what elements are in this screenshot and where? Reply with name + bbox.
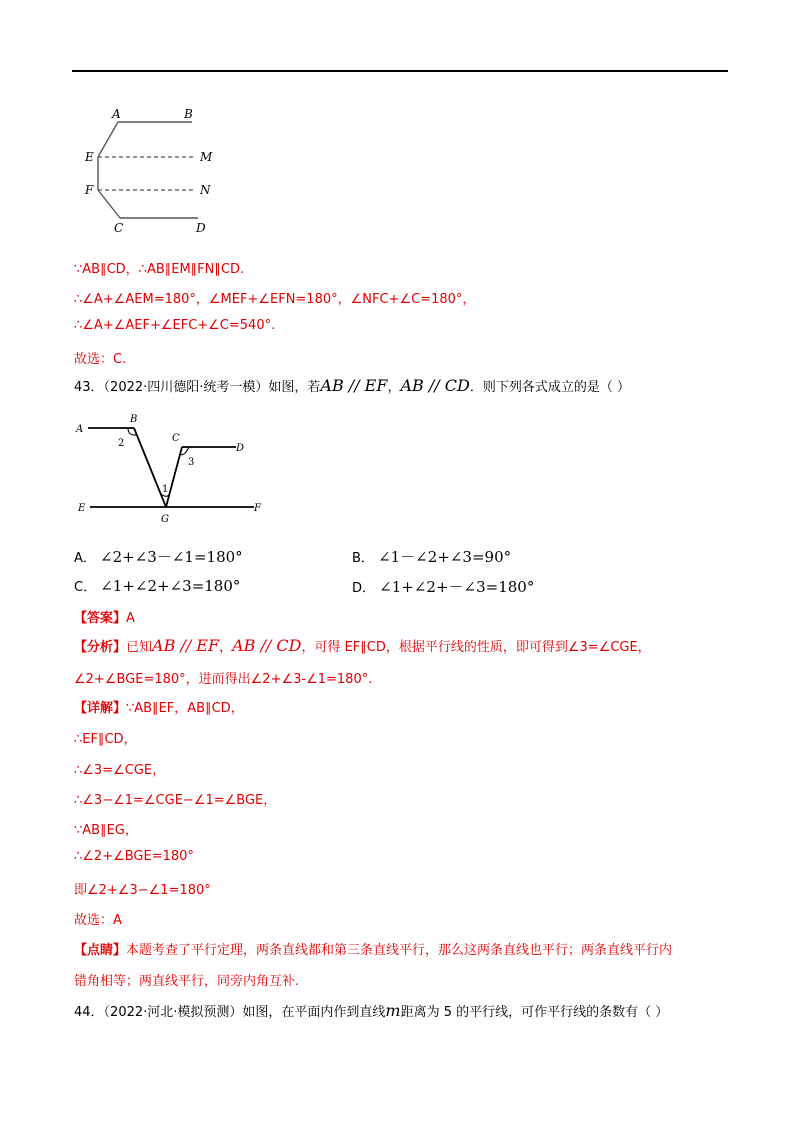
question-tail: ．则下列各式成立的是（ ） xyxy=(469,380,630,395)
label-a: A xyxy=(112,107,121,121)
label-1: 1 xyxy=(162,484,169,495)
label-2: 2 xyxy=(118,438,125,449)
label-c: C xyxy=(114,221,124,235)
solution-line-3: ∴∠A+∠AEF+∠EFC+∠C=540°. xyxy=(74,318,276,333)
line-gc xyxy=(166,447,182,507)
analysis-line-1 xyxy=(74,636,651,655)
solution-line-1: ∵AB∥CD，∴AB∥EM∥FN∥CD. xyxy=(74,262,245,277)
option-b-text: ∠1－∠2+∠3=90° xyxy=(378,548,512,566)
comment-tag: 【点睛】 xyxy=(74,943,127,958)
segment-ae xyxy=(98,122,118,157)
option-c[interactable] xyxy=(74,576,240,595)
option-c-text: ∠1+∠2+∠3=180° xyxy=(100,577,241,595)
label-n: N xyxy=(200,183,211,197)
option-b-label: B． xyxy=(352,551,374,566)
analysis-math-ab-ef: AB // EF xyxy=(152,636,220,655)
option-d[interactable] xyxy=(352,576,534,597)
comment-line-2: 错角相等；两直线平行，同旁内角互补. xyxy=(74,974,300,989)
solution-line-2: ∴∠A+∠AEM=180°，∠MEF+∠EFN=180°，∠NFC+∠C=180°， xyxy=(74,292,476,307)
label-e: E xyxy=(78,503,86,514)
label-g: G xyxy=(161,514,169,525)
figure-parallel-lines-ebmn xyxy=(80,100,230,240)
detail-line-1 xyxy=(74,697,244,716)
comment-line-1 xyxy=(74,939,672,958)
math-ab-ef: AB // EF xyxy=(320,376,388,395)
detail-text-1: ∵AB∥EF，AB∥CD， xyxy=(126,701,244,716)
answer-line xyxy=(74,607,135,626)
label-d: D xyxy=(196,221,206,235)
comment-text-1: 本题考查了平行定理，两条直线都和第三条直线平行，那么这两条直线也平行；两条直线平行内 xyxy=(126,943,673,958)
option-a-text: ∠2+∠3－∠1=180° xyxy=(100,548,243,566)
detail-line-8: 故选：A xyxy=(74,913,122,928)
detail-line-7: 即∠2+∠3−∠1=180° xyxy=(74,883,211,898)
option-a-label: A． xyxy=(74,551,96,566)
question-source: （2022·四川德阳·统考一模）如图，若 xyxy=(103,380,321,395)
label-d: D xyxy=(236,443,245,454)
label-e: E xyxy=(85,150,94,164)
analysis-math-ab-cd: AB // CD xyxy=(232,636,302,655)
option-b[interactable] xyxy=(352,546,511,567)
segment-fc xyxy=(98,190,120,218)
option-d-label: D． xyxy=(352,581,376,596)
math-ab-cd: AB // CD xyxy=(400,376,470,395)
detail-line-4: ∴∠3−∠1=∠CGE−∠1=∠BGE， xyxy=(74,793,277,808)
analysis-text: ，可得 EF∥CD，根据平行线的性质，即可得到∠3=∠CGE， xyxy=(301,640,651,655)
math-m: m xyxy=(385,1001,401,1020)
option-a[interactable] xyxy=(74,546,243,567)
question-44-number: 44． xyxy=(74,1005,104,1020)
label-c: C xyxy=(172,433,180,444)
detail-line-2: ∴EF∥CD， xyxy=(74,732,137,747)
label-f: F xyxy=(85,183,94,197)
question-44-post: 距离为 5 的平行线，可作平行线的条数有（ ） xyxy=(400,1005,669,1020)
label-f: F xyxy=(254,503,261,514)
detail-line-3: ∴∠3=∠CGE， xyxy=(74,763,166,778)
detail-tag: 【详解】 xyxy=(74,701,127,716)
detail-line-6: ∴∠2+∠BGE=180° xyxy=(74,849,194,864)
label-b: B xyxy=(130,414,138,425)
answer-value: A xyxy=(126,611,135,626)
label-m: M xyxy=(200,150,213,164)
analysis-sep: ， xyxy=(219,640,233,655)
line-bg xyxy=(134,428,169,507)
label-a: A xyxy=(76,424,84,435)
option-d-text: ∠1+∠2+－∠3=180° xyxy=(379,578,535,596)
detail-line-5: ∵AB∥EG， xyxy=(74,823,138,838)
question-44 xyxy=(74,1001,668,1020)
answer-tag: 【答案】 xyxy=(74,611,127,626)
question-43 xyxy=(74,376,630,395)
analysis-line-2: ∠2+∠BGE=180°，进而得出∠2+∠3-∠1=180°. xyxy=(74,672,373,687)
question-number: 43． xyxy=(74,380,104,395)
label-3: 3 xyxy=(188,457,195,468)
analysis-pre: 已知 xyxy=(126,640,153,655)
option-c-label: C． xyxy=(74,580,97,595)
analysis-tag: 【分析】 xyxy=(74,640,127,655)
separator: ， xyxy=(387,380,401,395)
solution-line-4: 故选：C. xyxy=(74,352,127,367)
header-rule xyxy=(72,70,728,72)
figure-angles-bgc xyxy=(74,410,274,525)
question-44-pre: （2022·河北·模拟预测）如图，在平面内作到直线 xyxy=(103,1005,386,1020)
label-b: B xyxy=(184,107,193,121)
